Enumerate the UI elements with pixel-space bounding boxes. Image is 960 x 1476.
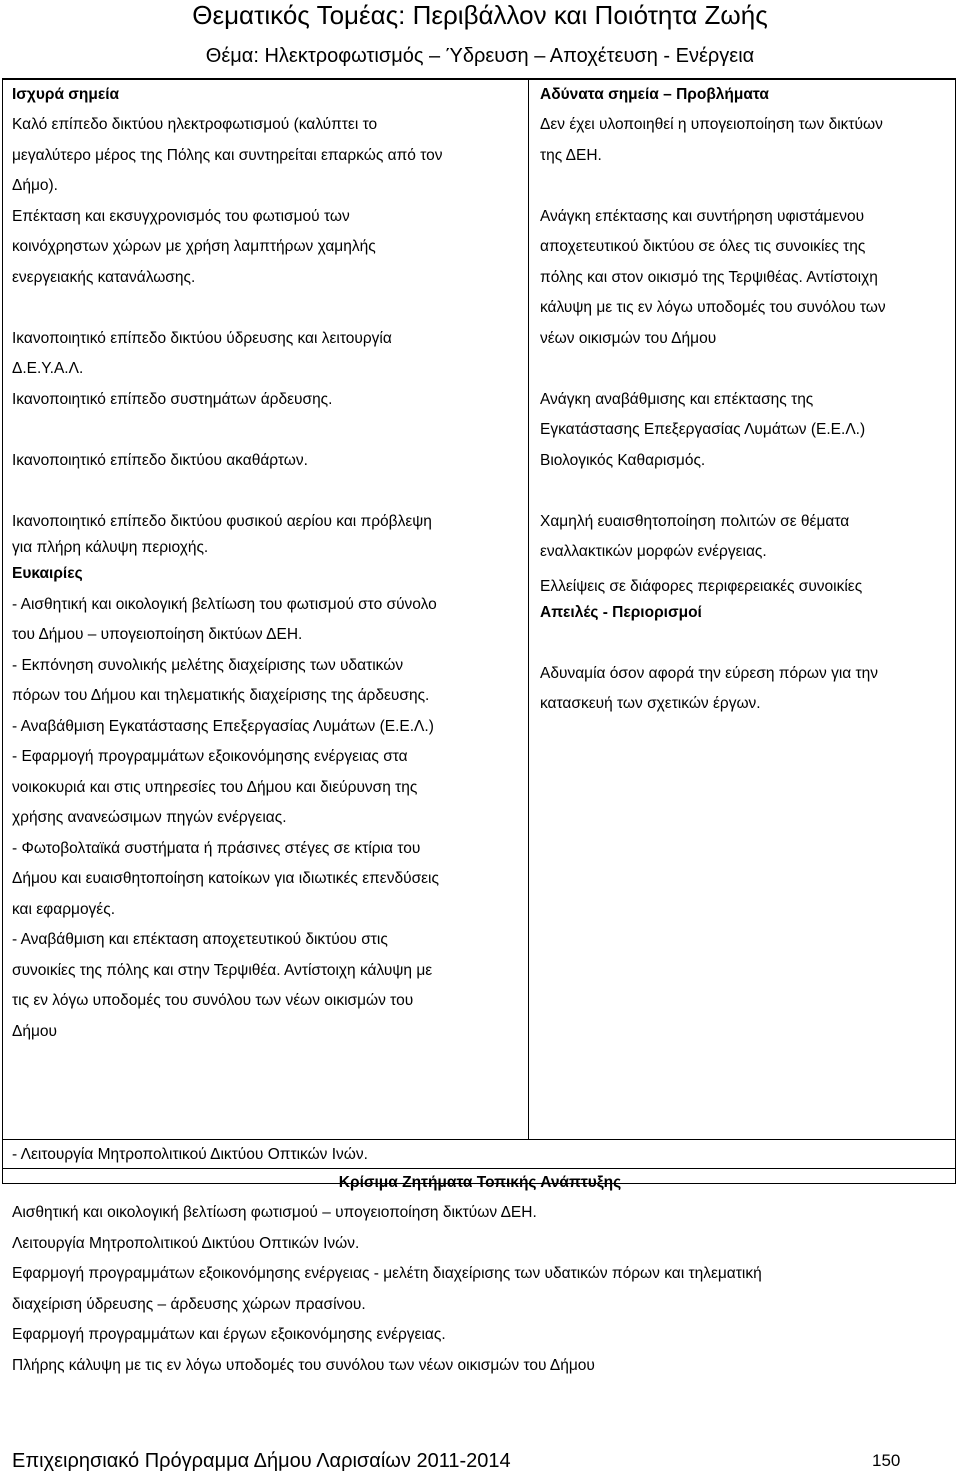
- weakness-line: εναλλακτικών μορφών ενέργειας.: [540, 543, 767, 560]
- strength-line: ενεργειακής κατανάλωσης.: [12, 268, 196, 286]
- opportunity-line: - Αναβάθμιση και επέκταση αποχετευτικού δικτύου στις: [12, 931, 388, 948]
- weakness-line: Ανάγκη αναβάθμισης και επέκτασης της: [540, 390, 814, 408]
- strength-line: Δ.Ε.Υ.Α.Λ.: [12, 360, 84, 377]
- opportunity-line: και εφαρμογές.: [12, 900, 115, 918]
- section-divider: [2, 1139, 956, 1140]
- critical-line: Αισθητική και οικολογική βελτίωση φωτισμού – υπογειοποίηση δικτύων ΔΕΗ.: [12, 1204, 537, 1221]
- critical-heading: Κρίσιμα Ζητήματα Τοπικής Ανάπτυξης: [338, 1174, 622, 1191]
- opportunity-line: - Λειτουργία Μητροπολιτικού Δικτύου Οπτικών Ινών.: [12, 1146, 368, 1163]
- strengths-heading: Ισχυρά σημεία: [12, 86, 120, 103]
- strength-line: Ικανοποιητικό επίπεδο συστημάτων άρδευσης.: [12, 390, 333, 408]
- weakness-line: Ελλείψεις σε διάφορες περιφερειακές συνοικίες: [540, 577, 863, 595]
- page-title: Θεματικός Τομέας: Περιβάλλον και Ποιότητα Ζωής: [192, 0, 768, 30]
- critical-line: Πλήρης κάλυψη με τις εν λόγω υποδομές του συνόλου των νέων οικισμών του Δήμου: [12, 1356, 595, 1374]
- opportunity-line: συνοικίες της πόλης και στην Τερψιθέα. Αντίστοιχη κάλυψη με: [12, 961, 433, 979]
- weakness-line: αποχετευτικού δικτύου σε όλες τις συνοικίες της: [540, 238, 866, 255]
- weakness-line: κάλυψη με τις εν λόγω υποδομές του συνόλου των: [540, 299, 886, 316]
- opportunity-line: πόρων του Δήμου και τηλεματικής διαχείρισης της άρδευσης.: [12, 687, 430, 704]
- weakness-line: της ΔΕΗ.: [540, 146, 602, 164]
- critical-line: διαχείριση ύδρευσης – άρδευσης χώρων πρασίνου.: [12, 1295, 366, 1313]
- opportunity-line: Δήμου: [12, 1022, 58, 1040]
- footer-title: Επιχειρησιακό Πρόγραμμα Δήμου Λαρισαίων 2011-2014: [12, 1450, 511, 1472]
- opportunity-line: - Εκπόνηση συνολικής μελέτης διαχείρισης των υδατικών: [12, 656, 404, 674]
- opportunity-line: - Φωτοβολταϊκά συστήματα ή πράσινες στέγες σε κτίρια του: [12, 839, 421, 857]
- critical-line: Λειτουργία Μητροπολιτικού Δικτύου Οπτικών Ινών.: [12, 1234, 360, 1252]
- critical-line: Εφαρμογή προγραμμάτων και έργων εξοικονόμησης ενέργειας.: [12, 1326, 446, 1343]
- strength-line: Επέκταση και εκσυγχρονισμός του φωτισμού των: [12, 207, 350, 225]
- column-divider: [528, 78, 529, 1139]
- strength-line: Ικανοποιητικό επίπεδο δικτύου ύδρευσης και λειτουργία: [12, 329, 392, 347]
- opportunity-line: Δήμου και ευαισθητοποίηση κατοίκων για ιδιωτικές επενδύσεις: [12, 870, 439, 887]
- threat-line: κατασκευή των σχετικών έργων.: [540, 695, 761, 712]
- weakness-line: Βιολογικός Καθαρισμός.: [540, 451, 706, 469]
- weakness-line: Δεν έχει υλοποιηθεί η υπογειοποίηση των δικτύων: [540, 116, 883, 133]
- strength-line: για πλήρη κάλυψη περιοχής.: [12, 539, 209, 556]
- strength-line: μεγαλύτερο μέρος της Πόλης και συντηρείται επαρκώς από τον: [12, 146, 443, 164]
- opportunity-line: του Δήμου – υπογειοποίηση δικτύων ΔΕΗ.: [12, 626, 303, 643]
- opportunity-line: χρήσης ανανεώσιμων πηγών ενέργειας.: [12, 809, 287, 826]
- right-column: [540, 80, 886, 720]
- table-left-border: [2, 78, 3, 1184]
- weakness-line: Χαμηλή ευαισθητοποίηση πολιτών σε θέματα: [540, 512, 850, 530]
- threats-heading: Απειλές - Περιορισμοί: [540, 603, 702, 621]
- weakness-line: Εγκατάστασης Επεξεργασίας Λυμάτων (Ε.Ε.Λ.): [540, 421, 866, 438]
- weakness-line: πόλης και στον οικισμό της Τερψιθέας. Αντίστοιχη: [540, 268, 878, 286]
- left-column: [12, 80, 442, 1047]
- strength-line: Καλό επίπεδο δικτύου ηλεκτροφωτισμού (καλύπτει το: [12, 116, 378, 133]
- strength-line: κοινόχρηστων χώρων με χρήση λαμπτήρων χαμηλής: [12, 238, 376, 255]
- strength-line: Δήμο).: [12, 177, 58, 194]
- weakness-line: νέων οικισμών του Δήμου: [540, 329, 717, 347]
- opportunity-line: - Εφαρμογή προγραμμάτων εξοικονόμησης ενέργειας στα: [12, 748, 408, 765]
- opportunity-line: - Αναβάθμιση Εγκατάστασης Επεξεργασίας Λυμάτων (Ε.Ε.Λ.): [12, 717, 434, 735]
- critical-line: Εφαρμογή προγραμμάτων εξοικονόμησης ενέργειας - μελέτη διαχείρισης των υδατικών πόρων και τηλεματική: [12, 1265, 762, 1282]
- opportunity-line: - Αισθητική και οικολογική βελτίωση του φωτισμού στο σύνολο: [12, 595, 437, 613]
- opportunities-heading: Ευκαιρίες: [12, 565, 83, 582]
- table-right-border: [955, 78, 956, 1184]
- page-number: 150: [872, 1451, 901, 1470]
- weaknesses-heading: Αδύνατα σημεία – Προβλήματα: [540, 86, 769, 103]
- opportunity-line: νοικοκυριά και στις υπηρεσίες του Δήμου και διεύρυνση της: [12, 778, 418, 796]
- opportunity-line: τις εν λόγω υποδομές του συνόλου των νέων οικισμών του: [12, 992, 414, 1009]
- strength-line: Ικανοποιητικό επίπεδο δικτύου φυσικού αερίου και πρόβλεψη: [12, 512, 432, 530]
- page-subtitle: Θέμα: Ηλεκτροφωτισμός – Ύδρευση – Αποχέτευση - Ενέργεια: [205, 45, 755, 67]
- critical-issues: [12, 1198, 762, 1381]
- strength-line: Ικανοποιητικό επίπεδο δικτύου ακαθάρτων.: [12, 451, 308, 469]
- threat-line: Αδυναμία όσον αφορά την εύρεση πόρων για την: [540, 664, 879, 682]
- weakness-line: Ανάγκη επέκτασης και συντήρηση υφιστάμενου: [540, 207, 865, 225]
